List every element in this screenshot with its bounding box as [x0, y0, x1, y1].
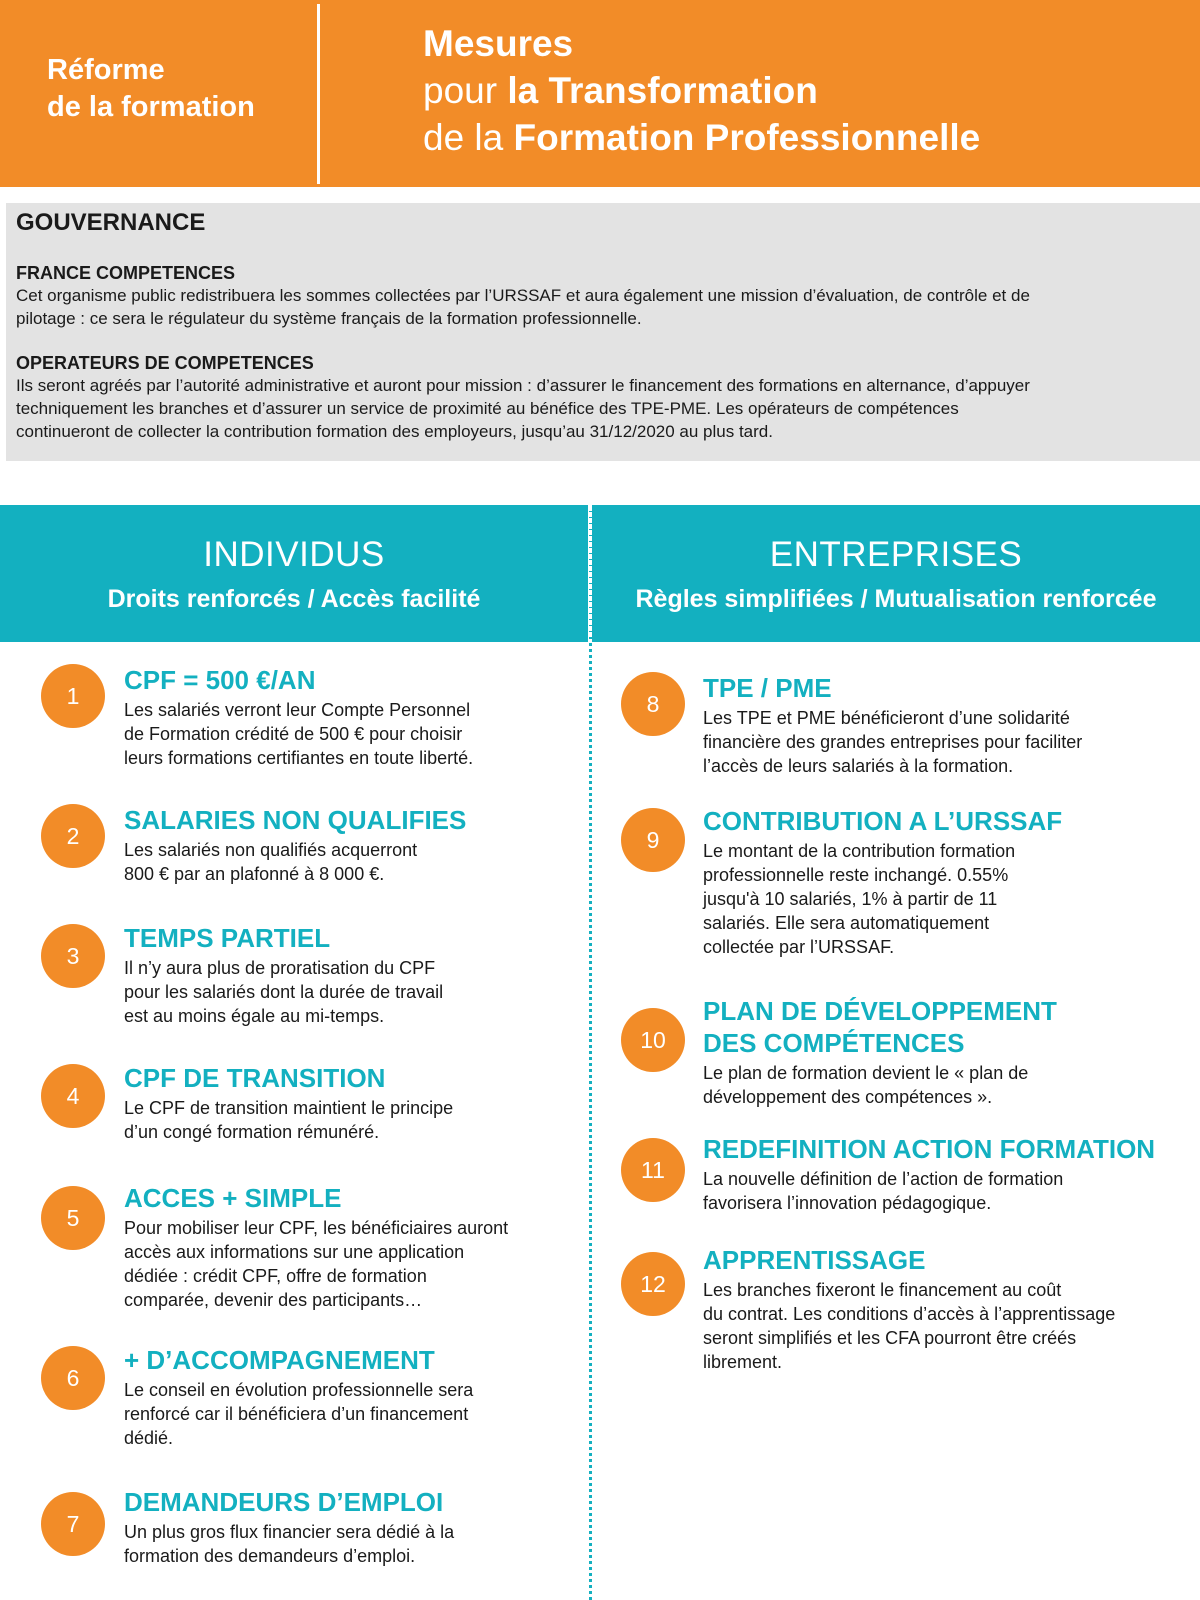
measure-text: d’un congé formation rémunéré.	[124, 1122, 380, 1142]
number-badge: 7	[41, 1492, 105, 1556]
individus-subheading: Droits renforcés / Accès facilité	[107, 585, 481, 613]
operateurs-line: continueront de collecter la contribution formation des employeurs, jusqu’au 31/12/2020 au plus tard.	[16, 422, 773, 441]
number-badge: 9	[621, 808, 685, 872]
measure-text: Les TPE et PME bénéficieront d’une solidarité	[703, 708, 1070, 728]
france-competences-title: FRANCE COMPETENCES	[16, 263, 236, 283]
measure-text: formation des demandeurs d’emploi.	[124, 1546, 416, 1566]
measure-title: CPF DE TRANSITION	[124, 1063, 386, 1093]
number-badge: 2	[41, 804, 105, 868]
measure-title: DES COMPÉTENCES	[703, 1028, 965, 1058]
gouvernance-section	[6, 203, 1200, 461]
measure-text: pour les salariés dont la durée de travail	[124, 982, 444, 1002]
measure-text: jusqu'à 10 salariés, 1% à partir de 11	[703, 889, 998, 909]
measure-title: SALARIES NON QUALIFIES	[124, 805, 467, 835]
number-badge: 3	[41, 924, 105, 988]
number-badge: 1	[41, 664, 105, 728]
title-line2-bold: la Transformation	[507, 70, 818, 111]
measure-title: + D’ACCOMPAGNEMENT	[124, 1345, 435, 1375]
column-divider	[589, 505, 592, 1600]
number-badge: 5	[41, 1186, 105, 1250]
measure-text: est au moins égale au mi-temps.	[124, 1006, 385, 1026]
measure-text: Le plan de formation devient le « plan de	[703, 1063, 1029, 1083]
measure-title: CONTRIBUTION A L’URSSAF	[703, 806, 1063, 836]
measure-title: ACCES + SIMPLE	[124, 1183, 342, 1213]
operateurs-block	[16, 353, 1200, 443]
header-banner	[0, 0, 1200, 187]
entreprises-subheading: Règles simplifiées / Mutualisation renforcée	[635, 585, 1157, 613]
number-badge: 12	[621, 1252, 685, 1316]
measure-text: financière des grandes entreprises pour faciliter	[703, 732, 1083, 752]
title-line3-bold: Formation Professionnelle	[513, 117, 981, 158]
measure-title: TEMPS PARTIEL	[124, 923, 331, 953]
measure-text: l’accès de leurs salariés à la formation.	[703, 756, 1014, 776]
header-left-line1: Réforme	[47, 54, 165, 86]
measure-text: Les salariés verront leur Compte Personnel	[124, 700, 471, 720]
measure-text: accès aux informations sur une application	[124, 1242, 465, 1262]
gouvernance-title: GOUVERNANCE	[16, 209, 206, 236]
number-badge: 6	[41, 1346, 105, 1410]
measure-text: Les branches fixeront le financement au coût	[703, 1280, 1062, 1300]
operateurs-line: techniquement les branches et d’assurer un service de proximité au bénéfice des TPE-PME. Les opérateurs de compétences	[16, 399, 959, 418]
individus-heading: INDIVIDUS	[203, 535, 385, 574]
header-left-label	[47, 52, 255, 126]
france-competences-block	[16, 263, 1200, 330]
measure-title: TPE / PME	[703, 673, 832, 703]
measure-title: DEMANDEURS D’EMPLOI	[124, 1487, 444, 1517]
title-line2-light: pour	[423, 70, 508, 111]
measure-text: comparée, devenir des participants…	[124, 1290, 423, 1310]
title-line3-light: de la	[423, 117, 514, 158]
measure-text: Le CPF de transition maintient le principe	[124, 1098, 454, 1118]
measure-text: de Formation crédité de 500 € pour choisir	[124, 724, 463, 744]
measure-text: développement des compétences ».	[703, 1087, 993, 1107]
measure-text: dédié.	[124, 1428, 174, 1448]
france-competences-line: Cet organisme public redistribuera les sommes collectées par l’URSSAF et aura également une mission d’évaluation, de contrôle et de	[16, 286, 1030, 305]
title-line1: Mesures	[423, 23, 574, 64]
header-left-line2: de la formation	[47, 91, 255, 123]
measure-text: 800 € par an plafonné à 8 000 €.	[124, 864, 385, 884]
band-divider	[589, 505, 592, 642]
number-badge: 8	[621, 672, 685, 736]
individus-band	[0, 505, 588, 642]
measure-text: dédiée : crédit CPF, offre de formation	[124, 1266, 427, 1286]
number-badge: 11	[621, 1138, 685, 1202]
measure-text: Le montant de la contribution formation	[703, 841, 1016, 861]
measure-title: CPF = 500 €/AN	[124, 665, 316, 695]
measure-text: Il n’y aura plus de proratisation du CPF	[124, 958, 436, 978]
measure-text: Les salariés non qualifiés acquerront	[124, 840, 418, 860]
measure-text: Le conseil en évolution professionnelle sera	[124, 1380, 474, 1400]
measure-text: du contrat. Les conditions d’accès à l’apprentissage	[703, 1304, 1116, 1324]
measure-text: librement.	[703, 1352, 783, 1372]
operateurs-title: OPERATEURS DE COMPETENCES	[16, 353, 314, 373]
measure-title: PLAN DE DÉVELOPPEMENT	[703, 996, 1057, 1026]
measure-text: leurs formations certifiantes en toute liberté.	[124, 748, 474, 768]
measure-text: Un plus gros flux financier sera dédié à la	[124, 1522, 455, 1542]
measure-text: Pour mobiliser leur CPF, les bénéficiaires auront	[124, 1218, 509, 1238]
measure-title: APPRENTISSAGE	[703, 1245, 926, 1275]
measure-text: La nouvelle définition de l’action de formation	[703, 1169, 1064, 1189]
header-divider	[317, 4, 320, 184]
number-badge: 10	[621, 1008, 685, 1072]
measure-text: collectée par l’URSSAF.	[703, 937, 895, 957]
measure-text: favorisera l’innovation pédagogique.	[703, 1193, 992, 1213]
measure-title: REDEFINITION ACTION FORMATION	[703, 1134, 1156, 1164]
measure-text: professionnelle reste inchangé. 0.55%	[703, 865, 1009, 885]
entreprises-heading: ENTREPRISES	[769, 535, 1023, 574]
france-competences-line: pilotage : ce sera le régulateur du système français de la formation professionnelle.	[16, 309, 642, 328]
entreprises-band	[592, 505, 1200, 642]
number-badge: 4	[41, 1064, 105, 1128]
page-title	[423, 20, 980, 161]
operateurs-line: Ils seront agréés par l’autorité administrative et auront pour mission : d’assurer le financement des formations en alternance, d’appuyer	[16, 376, 1030, 395]
measure-text: renforcé car il bénéficiera d’un financement	[124, 1404, 469, 1424]
measure-text: seront simplifiés et les CFA pourront être créés	[703, 1328, 1077, 1348]
measure-text: salariés. Elle sera automatiquement	[703, 913, 990, 933]
